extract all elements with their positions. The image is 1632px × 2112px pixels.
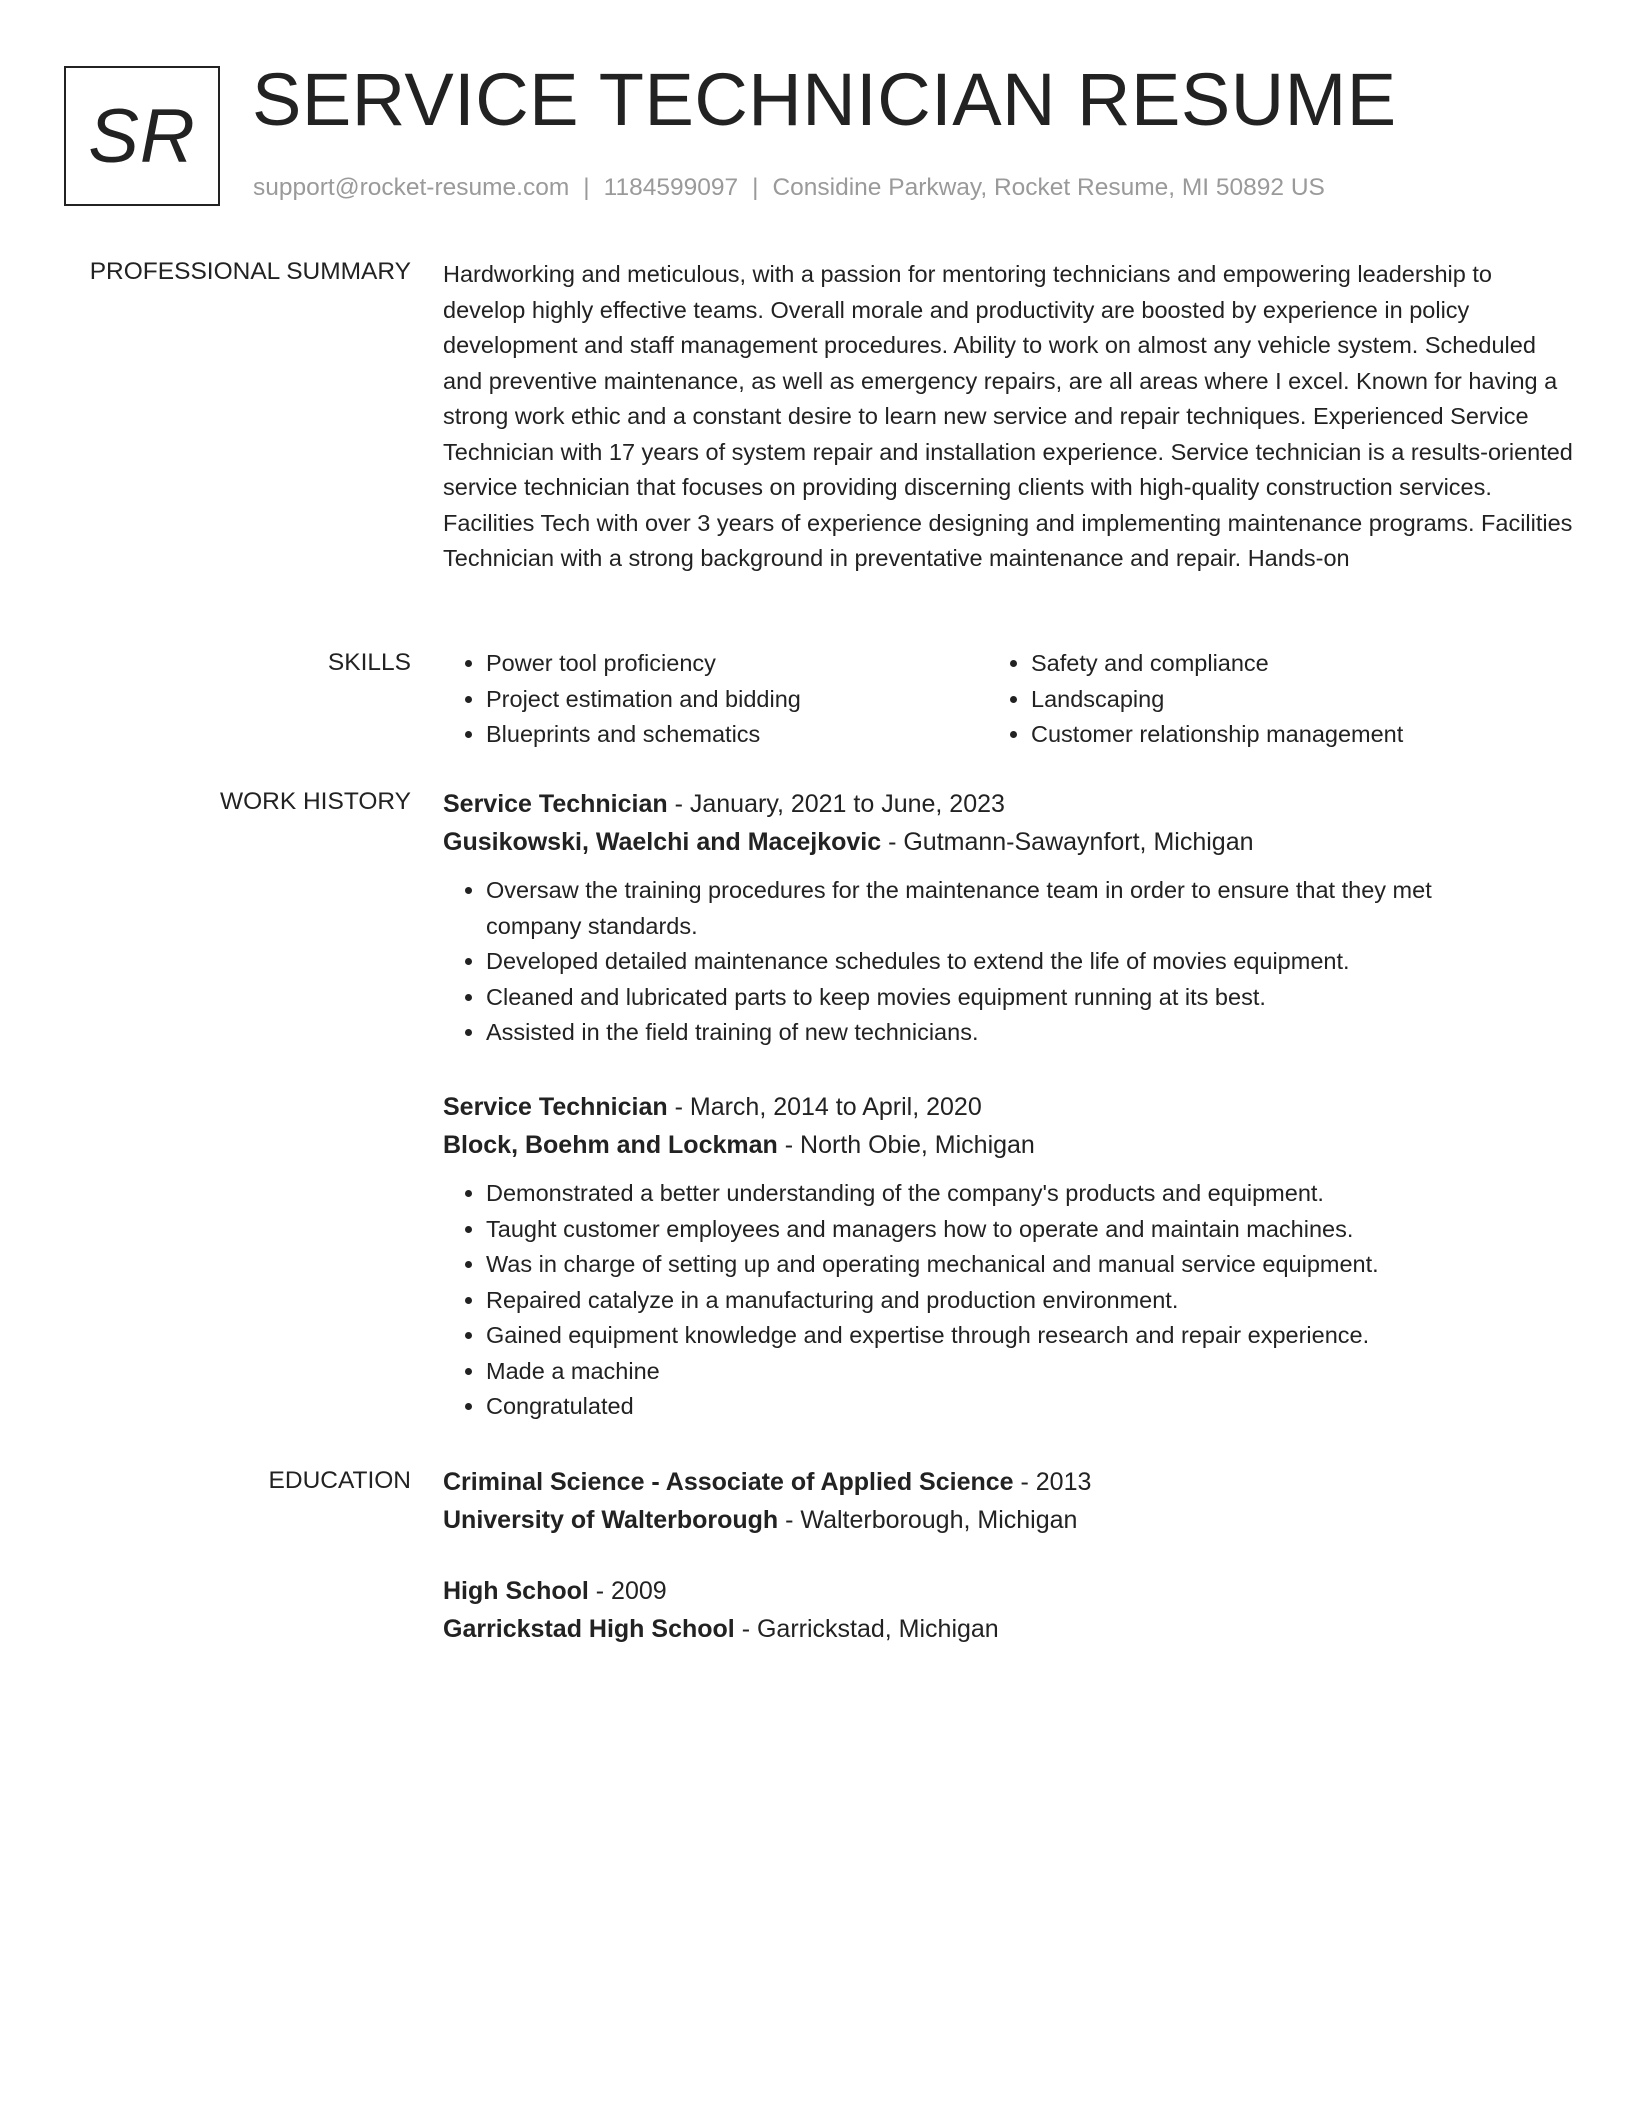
section-label-skills: SKILLS: [327, 649, 411, 676]
education-school-line: [443, 1501, 1573, 1539]
skill-item: • Power tool proficiency: [486, 646, 988, 682]
job-bullet: • Cleaned and lubricated parts to keep movies equipment running at its best.: [486, 980, 1573, 1016]
job-bullet: • Made a machine: [486, 1354, 1573, 1390]
job-title: Service Technician: [443, 1093, 668, 1121]
job-bullet: • Repaired catalyze in a manufacturing and production environment.: [486, 1283, 1573, 1319]
contact-address: Considine Parkway, Rocket Resume, MI 50892 US: [772, 174, 1325, 201]
contact-line: [253, 173, 1325, 203]
section-label-summary: PROFESSIONAL SUMMARY: [89, 258, 411, 285]
job-bullet: • Taught customer employees and managers how to operate and maintain machines.: [486, 1212, 1573, 1248]
education-school: Garrickstad High School: [443, 1615, 735, 1643]
job-company-line: [443, 823, 1573, 861]
education-year: - 2009: [588, 1577, 667, 1605]
education-school: University of Walterborough: [443, 1506, 779, 1534]
education-entry: [443, 1572, 1573, 1648]
job-location: - North Obie, Michigan: [777, 1131, 1035, 1159]
job-bullet: • Was in charge of setting up and operating mechanical and manual service equipment.: [486, 1247, 1573, 1283]
job-bullet: • Oversaw the training procedures for the maintenance team in order to ensure that they met company standards.: [486, 873, 1573, 944]
education-year: - 2013: [1013, 1468, 1092, 1496]
job-bullets: [443, 873, 1573, 1051]
job-company: Gusikowski, Waelchi and Macejkovic: [443, 828, 882, 856]
job-entry: [443, 1088, 1573, 1425]
skill-item: • Customer relationship management: [1031, 717, 1531, 753]
section-label-education: EDUCATION: [268, 1467, 411, 1494]
education-school-line: [443, 1610, 1573, 1648]
contact-separator: |: [752, 174, 759, 201]
skill-item: • Blueprints and schematics: [486, 717, 988, 753]
job-bullet: • Assisted in the field training of new technicians.: [486, 1015, 1573, 1051]
job-company-line: [443, 1126, 1573, 1164]
job-title: Service Technician: [443, 790, 668, 818]
section-label-work-history: WORK HISTORY: [219, 788, 411, 815]
initials-monogram: SR: [64, 66, 220, 206]
contact-email[interactable]: support@rocket-resume.com: [253, 174, 570, 201]
education-location: - Garrickstad, Michigan: [734, 1615, 999, 1643]
education-degree-line: [443, 1572, 1573, 1610]
skills-column-1: [443, 646, 988, 753]
education-degree: Criminal Science - Associate of Applied Science: [443, 1468, 1014, 1496]
skill-item: • Safety and compliance: [1031, 646, 1531, 682]
skill-item: • Landscaping: [1031, 682, 1531, 718]
contact-separator: |: [583, 174, 590, 201]
job-bullet: • Developed detailed maintenance schedules to extend the life of movies equipment.: [486, 944, 1573, 980]
education-degree-line: [443, 1463, 1573, 1501]
education-location: - Walterborough, Michigan: [778, 1506, 1078, 1534]
skill-item: • Project estimation and bidding: [486, 682, 988, 718]
job-bullets: [443, 1176, 1573, 1425]
job-bullet: • Demonstrated a better understanding of the company's products and equipment.: [486, 1176, 1573, 1212]
job-dates: - March, 2014 to April, 2020: [667, 1093, 982, 1121]
job-company: Block, Boehm and Lockman: [443, 1131, 778, 1159]
job-bullet: • Congratulated: [486, 1389, 1573, 1425]
education-degree: High School: [443, 1577, 589, 1605]
job-title-line: [443, 785, 1573, 823]
job-bullet: • Gained equipment knowledge and expertise through research and repair experience.: [486, 1318, 1573, 1354]
skills-column-2: [988, 646, 1531, 753]
skills-list: [443, 646, 1573, 753]
resume-title: SERVICE TECHNICIAN RESUME: [252, 58, 1397, 141]
contact-phone[interactable]: 1184599097: [603, 174, 739, 201]
job-entry: [443, 785, 1573, 1051]
summary-text: Hardworking and meticulous, with a passion for mentoring technicians and empowering leadership to develop highly effective teams. Overall morale and productivity are boosted by experience in policy development and staff management procedures. Ability to work on almost any vehicle system. Scheduled and preventive maintenance, as well as emergency repairs, are all areas where I excel. Known for having a strong work ethic and a constant desire to learn new service and repair techniques. Experienced Service Technician with 17 years of system repair and installation experience. Service technician is a results-oriented service technician that focuses on providing discerning clients with high-quality construction services. Facilities Tech with over 3 years of experience designing and implementing maintenance programs. Facilities Technician with a strong background in preventative maintenance and repair. Hands-on: [443, 261, 1573, 571]
job-location: - Gutmann-Sawaynfort, Michigan: [881, 828, 1254, 856]
job-dates: - January, 2021 to June, 2023: [667, 790, 1005, 818]
job-title-line: [443, 1088, 1573, 1126]
education-entry: [443, 1463, 1573, 1539]
